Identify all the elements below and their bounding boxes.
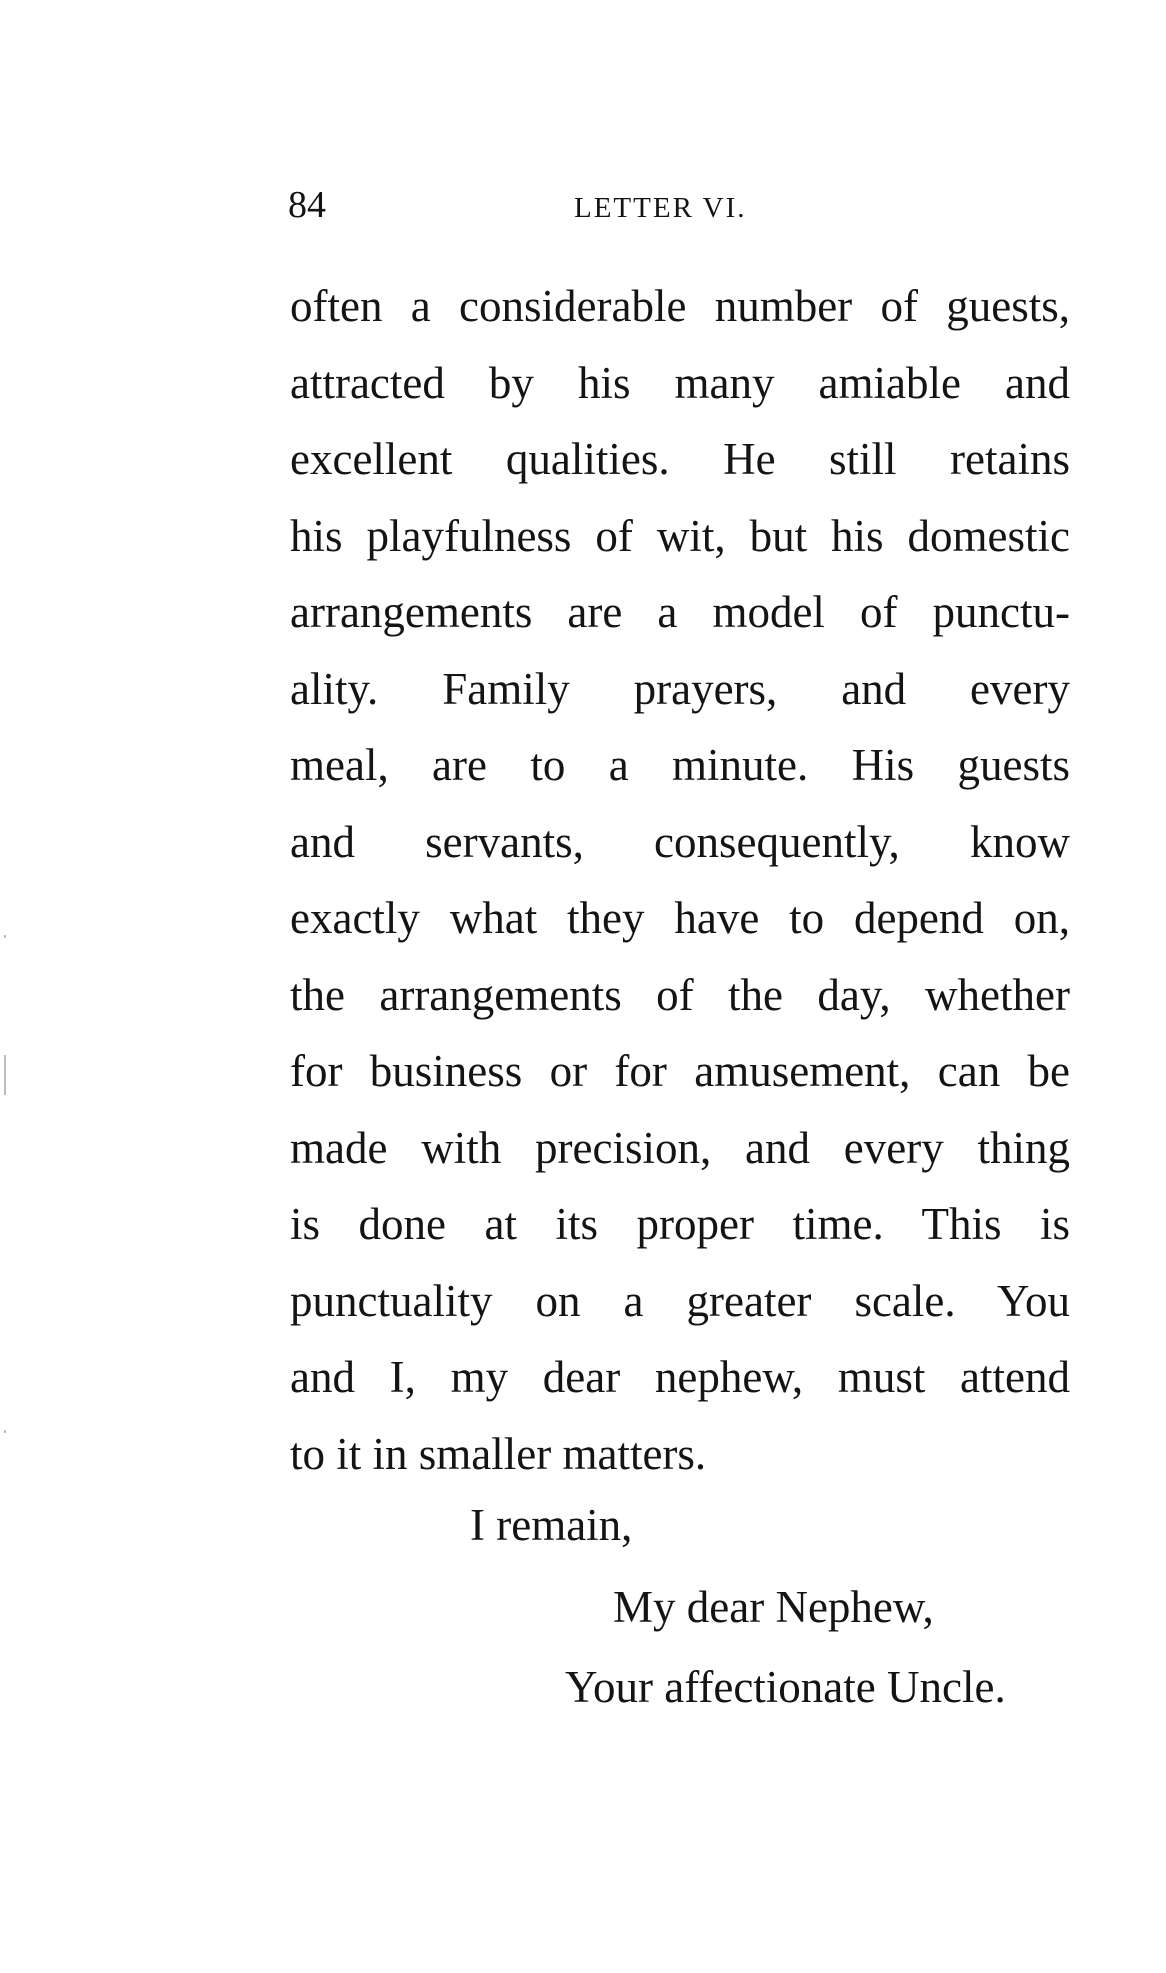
text-line: arrangements are a model of punctu- (290, 587, 1070, 637)
text-line: attracted by his many amiable and (290, 357, 1070, 408)
text-line: punctuality on a greater scale. You (290, 1275, 1070, 1326)
text-line: and servants, consequently, know (290, 816, 1070, 867)
text-line: for business or for amusement, can be (290, 1046, 1070, 1096)
letter-body (290, 268, 1070, 1492)
text-line: the arrangements of the day, whether (290, 969, 1070, 1020)
margin-speck (4, 935, 6, 938)
page-number: 84 (288, 184, 326, 226)
text-line: made with precision, and every thing (290, 1122, 1070, 1173)
text-line: often a considerable number of guests, (290, 281, 1070, 331)
text-line: ality. Family prayers, and every (290, 663, 1070, 714)
text-line-last: to it in smaller matters. (290, 1428, 707, 1479)
text-line: excellent qualities. He still retains (290, 434, 1070, 484)
text-line: exactly what they have to depend on, (290, 893, 1070, 943)
margin-speck (4, 1055, 6, 1095)
closing-signature: Your affectionate Uncle. (565, 1662, 1006, 1712)
closing-salutation: My dear Nephew, (613, 1582, 934, 1632)
text-line: is done at its proper time. This is (290, 1199, 1070, 1249)
running-head: LETTER VI. (574, 192, 747, 224)
text-line: and I, my dear nephew, must attend (290, 1352, 1070, 1402)
text-line: meal, are to a minute. His guests (290, 740, 1070, 790)
margin-speck (4, 1430, 6, 1433)
text-line: his playfulness of wit, but his domestic (290, 510, 1070, 561)
closing-remain: I remain, (470, 1500, 633, 1550)
